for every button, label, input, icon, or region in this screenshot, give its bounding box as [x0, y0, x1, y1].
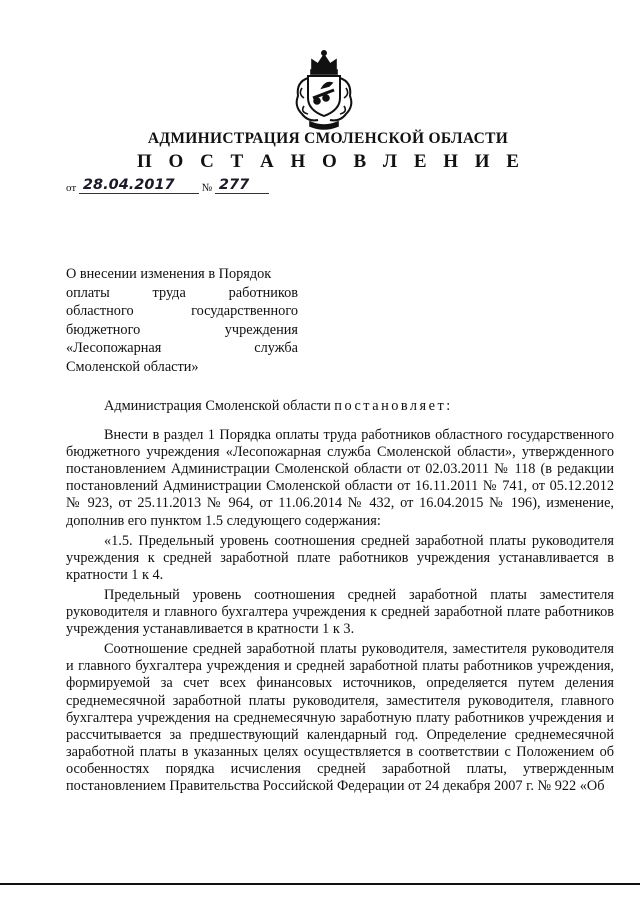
handwritten-number: 277	[215, 177, 269, 194]
subject-line: оплаты труда работников	[66, 284, 298, 301]
subject-line: О внесении изменения в Порядок	[66, 266, 272, 282]
organization-name: АДМИНИСТРАЦИЯ СМОЛЕНСКОЙ ОБЛАСТИ	[147, 130, 509, 147]
date-number-line	[66, 177, 269, 195]
intro-prefix: Администрация Смоленской области	[104, 398, 331, 414]
body-paragraph: Соотношение средней заработной платы руководителя, заместителя руководителя и главного бухгалтера учреждения и средней заработной платы работников учреждения, формируемой за счет всех финансовых источников, определяется путем деления среднемесячной заработной платы руководителя, заместителя руководителя, главного бухгалтера учреждения на среднемесячную заработную плату работников учреждения и рассчитывается за предшествующий календарный год. Определение среднемесячной заработной платы в указанных целях осуществляется в соответствии с Положением об особенностях порядка исчисления средней заработной платы, утвержденным постановлением Правительства Российской Федерации от 24 декабря 2007 г. № 922 «Об	[66, 641, 614, 794]
date-label: от	[66, 182, 77, 194]
body-paragraph: Внести в раздел 1 Порядка оплаты труда работников областного государственного бюджетного учреждения «Лесопожарная служба Смоленской области», утвержденного постановлением Администрации Смоленской области от 02.03.2011 № 118 (в редакции постановлений Администрации Смоленской области от 16.11.2011 № 741, от 05.12.2012 № 923, от 25.11.2013 № 964, от 11.06.2014 № 432, от 16.04.2015 № 196), изменение, дополнив его пунктом 1.5 следующего содержания:	[66, 427, 614, 529]
document-type-title: П О С Т А Н О В Л Е Н И Е	[137, 151, 525, 172]
body-paragraph: Предельный уровень соотношения средней заработной платы заместителя руководителя и главного бухгалтера учреждения к средней заработной плате работников учреждения устанавливается в кратности 1 к 3.	[66, 586, 614, 638]
subject-line: «Лесопожарная служба	[66, 340, 298, 357]
body-paragraph: «1.5. Предельный уровень соотношения средней заработной платы руководителя учреждения к средней заработной плате работников учреждения устанавливается в кратности 1 к 4.	[66, 532, 614, 583]
subject-line: бюджетного учреждения	[66, 321, 298, 338]
resolution-intro	[66, 398, 614, 415]
document-body	[66, 398, 614, 798]
subject-line: областного государственного	[66, 303, 298, 320]
number-label: №	[201, 182, 213, 194]
subject-block	[66, 265, 298, 377]
coat-of-arms-emblem	[288, 48, 360, 130]
footer-divider	[0, 883, 640, 885]
subject-line: Смоленской области»	[66, 358, 199, 375]
handwritten-date: 28.04.2017	[79, 177, 199, 194]
intro-resolves: постановляет:	[334, 398, 453, 414]
